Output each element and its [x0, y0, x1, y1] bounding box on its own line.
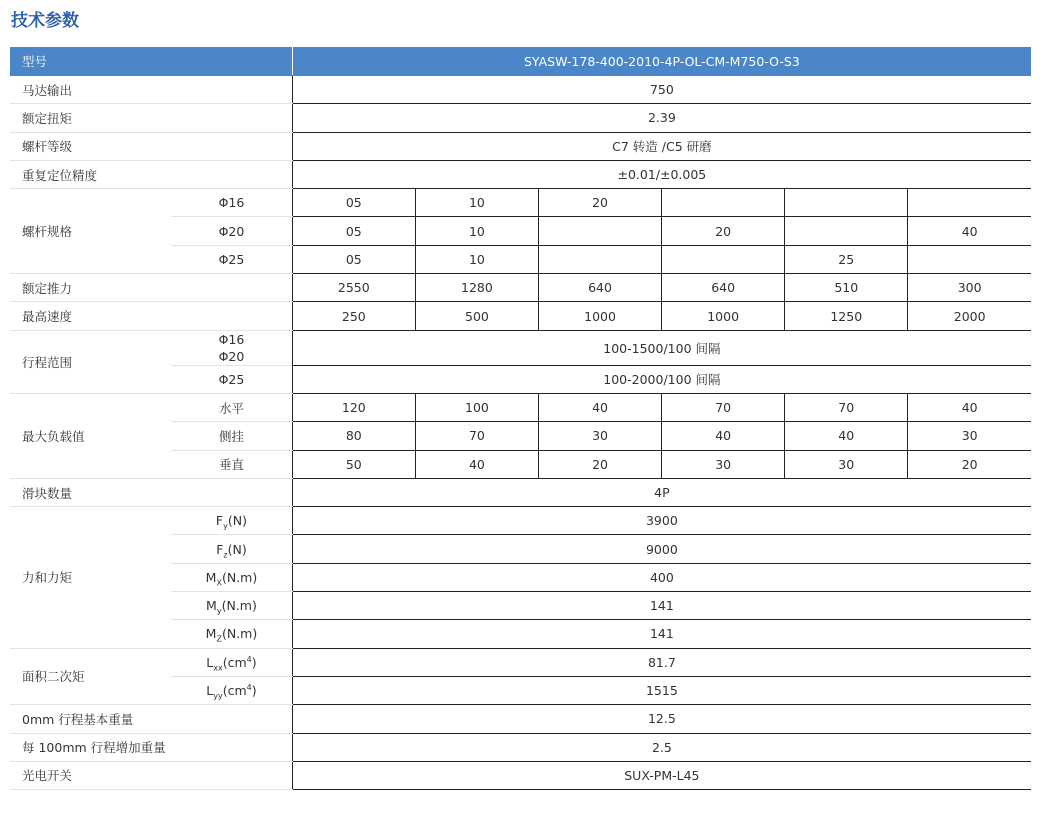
model-value: SYASW-178-400-2010-4P-OL-CM-M750-O-S3: [292, 47, 1031, 76]
table-cell: 2550: [292, 274, 415, 302]
stroke-range-sub: Φ25: [171, 365, 292, 393]
screw-spec-label: 螺杆规格: [10, 189, 171, 274]
screw-spec-sub: Φ20: [171, 217, 292, 245]
table-row: [10, 302, 1031, 330]
screw-spec-sub: Φ16: [171, 189, 292, 217]
spec-table: [10, 47, 1031, 790]
max-speed-label: 最高速度: [10, 302, 292, 330]
table-cell: 1250: [785, 302, 908, 330]
repeat-accuracy-value: ±0.01/±0.005: [292, 160, 1031, 188]
table-cell: 10: [415, 217, 538, 245]
table-cell: 20: [908, 450, 1031, 478]
table-cell: 30: [908, 422, 1031, 450]
table-header-row: [10, 47, 1031, 76]
area-moment-label: 面积二次矩: [10, 648, 171, 705]
table-cell: 70: [415, 422, 538, 450]
screw-grade-label: 螺杆等级: [10, 132, 292, 160]
table-cell: 250: [292, 302, 415, 330]
max-load-sub: 水平: [171, 393, 292, 421]
table-cell: 20: [538, 189, 661, 217]
table-cell: 500: [415, 302, 538, 330]
table-cell: 40: [908, 217, 1031, 245]
motor-output-value: 750: [292, 76, 1031, 104]
table-cell: 50: [292, 450, 415, 478]
area-moment-value: 1515: [292, 676, 1031, 704]
rated-thrust-label: 额定推力: [10, 274, 292, 302]
table-cell: 40: [908, 393, 1031, 421]
table-cell: 20: [662, 217, 785, 245]
table-row: [10, 132, 1031, 160]
table-cell: 1000: [662, 302, 785, 330]
table-cell: 10: [415, 189, 538, 217]
force-moment-value: 141: [292, 592, 1031, 620]
force-moment-value: 3900: [292, 507, 1031, 535]
force-moment-sub: $F_z(N)$: [171, 535, 292, 563]
table-cell: 40: [415, 450, 538, 478]
table-cell: 30: [785, 450, 908, 478]
table-cell: 05: [292, 189, 415, 217]
table-row: [10, 160, 1031, 188]
table-cell: 05: [292, 245, 415, 273]
table-row: [10, 705, 1031, 733]
table-cell: [538, 217, 661, 245]
table-cell: 70: [785, 393, 908, 421]
table-cell: [908, 189, 1031, 217]
table-row: [10, 478, 1031, 506]
rated-torque-label: 额定扭矩: [10, 104, 292, 132]
table-cell: 30: [538, 422, 661, 450]
table-cell: 70: [662, 393, 785, 421]
table-row: [10, 189, 1031, 217]
stroke-range-sub: Φ20: [171, 348, 292, 366]
table-cell: 30: [662, 450, 785, 478]
screw-grade-value: C7 转造 /C5 研磨: [292, 132, 1031, 160]
model-label: 型号: [10, 47, 292, 76]
max-load-label: 最大负载值: [10, 393, 171, 478]
table-cell: 2000: [908, 302, 1031, 330]
stroke-range-value: 100-1500/100 间隔: [292, 330, 1031, 365]
table-cell: 80: [292, 422, 415, 450]
table-cell: 1280: [415, 274, 538, 302]
added-weight-value: 2.5: [292, 733, 1031, 761]
table-row: [10, 274, 1031, 302]
force-moment-sub: $M_X(N.m)$: [171, 563, 292, 591]
table-cell: 510: [785, 274, 908, 302]
slider-count-value: 4P: [292, 478, 1031, 506]
table-cell: [662, 189, 785, 217]
table-cell: 640: [662, 274, 785, 302]
force-moment-value: 400: [292, 563, 1031, 591]
table-row: [10, 507, 1031, 535]
screw-spec-sub: Φ25: [171, 245, 292, 273]
slider-count-label: 滑块数量: [10, 478, 292, 506]
table-cell: 40: [785, 422, 908, 450]
area-moment-value: 81.7: [292, 648, 1031, 676]
table-row: [10, 733, 1031, 761]
force-moment-sub: $M_y(N.m)$: [171, 592, 292, 620]
repeat-accuracy-label: 重复定位精度: [10, 160, 292, 188]
table-cell: [785, 217, 908, 245]
table-cell: 10: [415, 245, 538, 273]
added-weight-label: 每 100mm 行程增加重量: [10, 733, 292, 761]
area-moment-sub: $L_{yy}(cm^4)$: [171, 676, 292, 704]
table-row: [10, 104, 1031, 132]
table-row: [10, 761, 1031, 789]
max-load-sub: 侧挂: [171, 422, 292, 450]
table-cell: 20: [538, 450, 661, 478]
table-cell: 300: [908, 274, 1031, 302]
table-cell: [785, 189, 908, 217]
force-moment-sub: $F_y(N)$: [171, 507, 292, 535]
table-cell: 100: [415, 393, 538, 421]
table-cell: 1000: [538, 302, 661, 330]
page-title: 技术参数: [11, 11, 79, 31]
force-moment-value: 141: [292, 620, 1031, 648]
area-moment-sub: $L_{xx}(cm^4)$: [171, 648, 292, 676]
table-cell: 640: [538, 274, 661, 302]
table-row: [10, 648, 1031, 676]
table-cell: 120: [292, 393, 415, 421]
base-weight-label: 0mm 行程基本重量: [10, 705, 292, 733]
stroke-range-label: 行程范围: [10, 330, 171, 393]
rated-torque-value: 2.39: [292, 104, 1031, 132]
force-moment-sub: $M_Z(N.m)$: [171, 620, 292, 648]
base-weight-value: 12.5: [292, 705, 1031, 733]
table-row: [10, 76, 1031, 104]
table-cell: 05: [292, 217, 415, 245]
table-cell: [908, 245, 1031, 273]
photo-switch-value: SUX-PM-L45: [292, 761, 1031, 789]
stroke-range-sub: Φ16: [218, 331, 245, 347]
table-row: [10, 330, 1031, 348]
force-moment-label: 力和力矩: [10, 507, 171, 648]
table-cell: 25: [785, 245, 908, 273]
table-cell: 40: [662, 422, 785, 450]
table-row: [10, 393, 1031, 421]
motor-output-label: 马达输出: [10, 76, 292, 104]
stroke-range-value: 100-2000/100 间隔: [292, 365, 1031, 393]
table-cell: [538, 245, 661, 273]
photo-switch-label: 光电开关: [10, 761, 292, 789]
table-cell: 40: [538, 393, 661, 421]
table-cell: [662, 245, 785, 273]
force-moment-value: 9000: [292, 535, 1031, 563]
max-load-sub: 垂直: [171, 450, 292, 478]
